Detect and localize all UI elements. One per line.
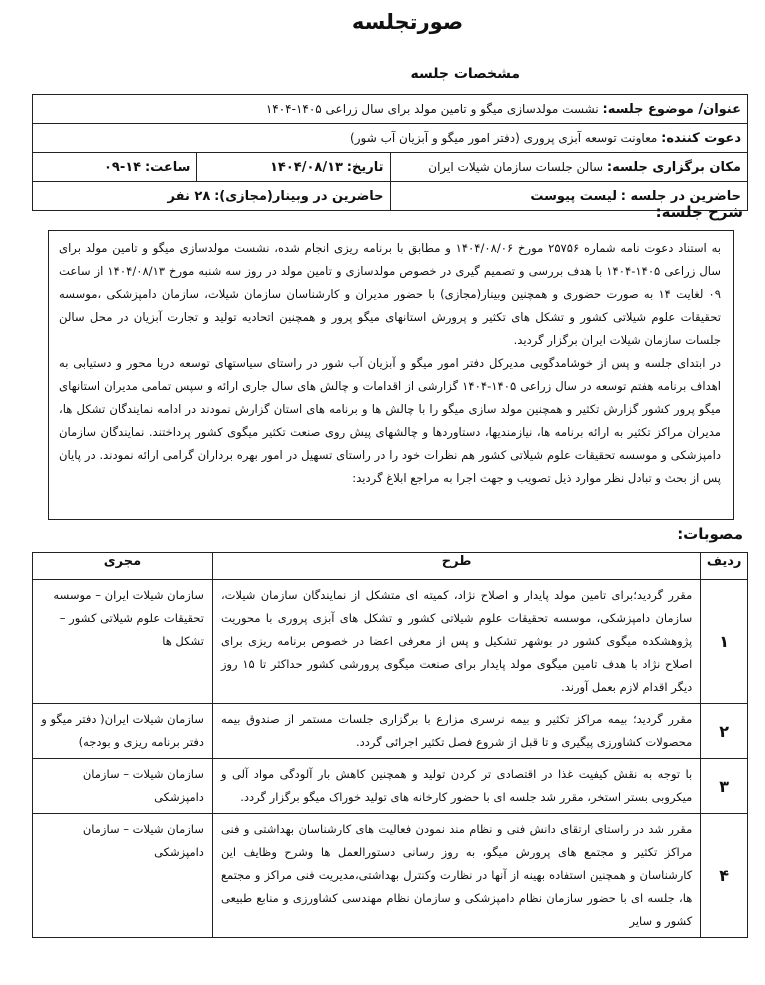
row-number: ۱ (701, 580, 748, 704)
table-row (33, 814, 748, 938)
section-meeting-specs: مشخصات جلسه (410, 66, 520, 82)
description-box (48, 230, 734, 520)
column-header-executor: مجری (33, 553, 213, 580)
info-row-attendees (33, 182, 748, 211)
column-header-row-number: ردیف (701, 553, 748, 580)
approvals-heading: مصوبات: (677, 525, 743, 543)
inviter-value: معاونت توسعه آبزی پروری (دفتر امور میگو و آبزیان آب شور) (350, 130, 658, 145)
column-header-plan: طرح (212, 553, 700, 580)
description-paragraph: در ابتدای جلسه و پس از خوشامدگویی مدیرکل دفتر امور میگو و آبزیان آب شور در راستای سیاستهای توسعه دریا محور و دستیابی به اهداف برنامه هفتم توسعه در سال زراعی ۱۴۰۵-۱۴۰۴ گزارشی از اقدامات و چالش های سال جاری ارائه و سپس تمامی مدیران استانهای میگو پرور کشور گزارش تکثیر و همچنین مولد سازی میگو را با چالش ها و برنامه های استان گزارش نمودند در ادامه نمایندگان تشکل ها، مدیران مراکز تکثیر به ارائه برنامه ها، نیازمندیها، دستاوردها و چالشهای پیش روی صنعت تکثیر میگوی کشور پرداختند. نمایندگان سازمان دامپزشکی و موسسه تحقیقات علوم شیلاتی کشور هم نظرات خود را در راستای تسهیل در امور بهره برداران گرامی ارائه نمودند. در پایان پس از بحث و تبادل نظر موارد ذیل تصویب و جهت اجرا به مراجع ابلاغ گردید: (59, 356, 721, 485)
document-title: صورتجلسه (351, 10, 464, 34)
approvals-header-row (33, 553, 748, 580)
description-paragraph: به استناد دعوت نامه شماره ۲۵۷۵۶ مورخ ۱۴۰۴/۰۸/۰۶ و مطابق با برنامه ریزی انجام شده، نشست مولدسازی میگو و تامین مولد برای سال زراعی ۱۴۰۵-۱۴۰۴ با هدف بررسی و تصمیم گیری در خصوص مولدسازی و تامین مولد در روز سه شنبه مورخ ۱۴۰۴/۰۸/۱۳ از ساعت ۰۹ لغایت ۱۴ به صورت حضوری و همچنین وبینار(مجازی) با حضور مدیران و کارشناسان سازمان شیلات، سازمان دامپزشکی ،موسسه تحقیقات علوم شیلاتی کشور و تشکل های تکثیر و پرورش استانهای میگو پرور و همچنین اتحادیه تولید و تجارت آبزیان در محل سالن جلسات سازمان شیلات ایران برگزار گردید. (59, 241, 722, 347)
attendees-label: حاضرین در جلسه : (620, 188, 741, 204)
subject-label: عنوان/ موضوع جلسه: (602, 101, 741, 117)
row-executor: سازمان شیلات ایران – موسسه تحقیقات علوم شیلاتی کشور – تشکل ها (33, 580, 213, 704)
time-value: ۱۴-۰۹ (103, 159, 142, 175)
row-executor: سازمان شیلات – سازمان دامپزشکی (33, 759, 213, 814)
table-row (33, 580, 748, 704)
online-attendees-label: حاضرین در وبینار(مجازی): (214, 188, 384, 204)
info-row-inviter (33, 124, 748, 153)
row-plan: مقرر گردید؛ بیمه مراکز تکثیر و بیمه نرسری مزارع با برگزاری جلسات مستمر از صندوق بیمه محصولات کشاورزی پیگیری و تا قبل از شروع فصل تکثیر اجرائی گردد. (212, 704, 700, 759)
approvals-table (32, 552, 748, 938)
row-plan: مقرر گردید؛برای تامین مولد پایدار و اصلاح نژاد، کمیته ای متشکل از نمایندگان سازمان شیلات، سازمان دامپزشکی، موسسه تحقیقات علوم شیلاتی کشور و تشکل های آبزی پروری با محوریت پژوهشکده میگوی کشور در بوشهر تشکیل و پس از معرفی اعضا در خصوص برنامه ریزی برای اصلاح نژاد با هدف تامین میگوی مولد پایدار برای صنعت میگوی پرورشی کشور حداکثر تا ۱۵ روز دیگر اقدام لازم بعمل آورند. (212, 580, 700, 704)
attendees-value: لیست پیوست (530, 188, 617, 204)
date-value: ۱۴۰۴/۰۸/۱۳ (269, 159, 343, 175)
info-row-subject (33, 95, 748, 124)
subject-value: نشست مولدسازی میگو و تامین مولد برای سال زراعی ۱۴۰۵-۱۴۰۴ (265, 101, 599, 116)
date-label: تاریخ: (346, 159, 384, 175)
description-heading: شرح جلسه: (655, 203, 743, 221)
meeting-info-table (32, 94, 748, 211)
row-executor: سازمان شیلات – سازمان دامپزشکی (33, 814, 213, 938)
row-number: ۴ (701, 814, 748, 938)
row-number: ۳ (701, 759, 748, 814)
time-label: ساعت: (144, 159, 191, 175)
row-plan: با توجه به نقش کیفیت غذا در اقتصادی تر کردن تولید و همچنین کاهش بار آلودگی مواد آلی و میکروبی بستر استخر، مقرر شد جلسه ای با حضور کارخانه های تولید خوراک میگو برگزار گردد. (212, 759, 700, 814)
table-row (33, 704, 748, 759)
table-row (33, 759, 748, 814)
inviter-label: دعوت کننده: (661, 130, 741, 146)
venue-value: سالن جلسات سازمان شیلات ایران (428, 159, 604, 174)
online-attendees-value: ۲۸ نفر (167, 188, 211, 204)
info-row-venue (33, 153, 748, 182)
row-executor: سازمان شیلات ایران( دفتر میگو و دفتر برنامه ریزی و بودجه) (33, 704, 213, 759)
venue-label: مکان برگزاری جلسه: (606, 159, 741, 175)
row-plan: مقرر شد در راستای ارتقای دانش فنی و نظام مند نمودن فعالیت های کارشناسان بهداشتی و فنی مراکز تکثیر و مجتمع های پرورش میگو، به روز رسانی دستورالعمل ها وشرح وظایف این کارشناسان و همچنین استفاده بهینه از آنها در نظارت وکنترل بهداشتی،مدیریت فنی مراکز و مجتمع ها، جلسه ای با حضور سازمان نظام دامپزشکی و سازمان نظام مهندسی کشاورزی و منابع طبیعی کشور و سایر (212, 814, 700, 938)
row-number: ۲ (701, 704, 748, 759)
